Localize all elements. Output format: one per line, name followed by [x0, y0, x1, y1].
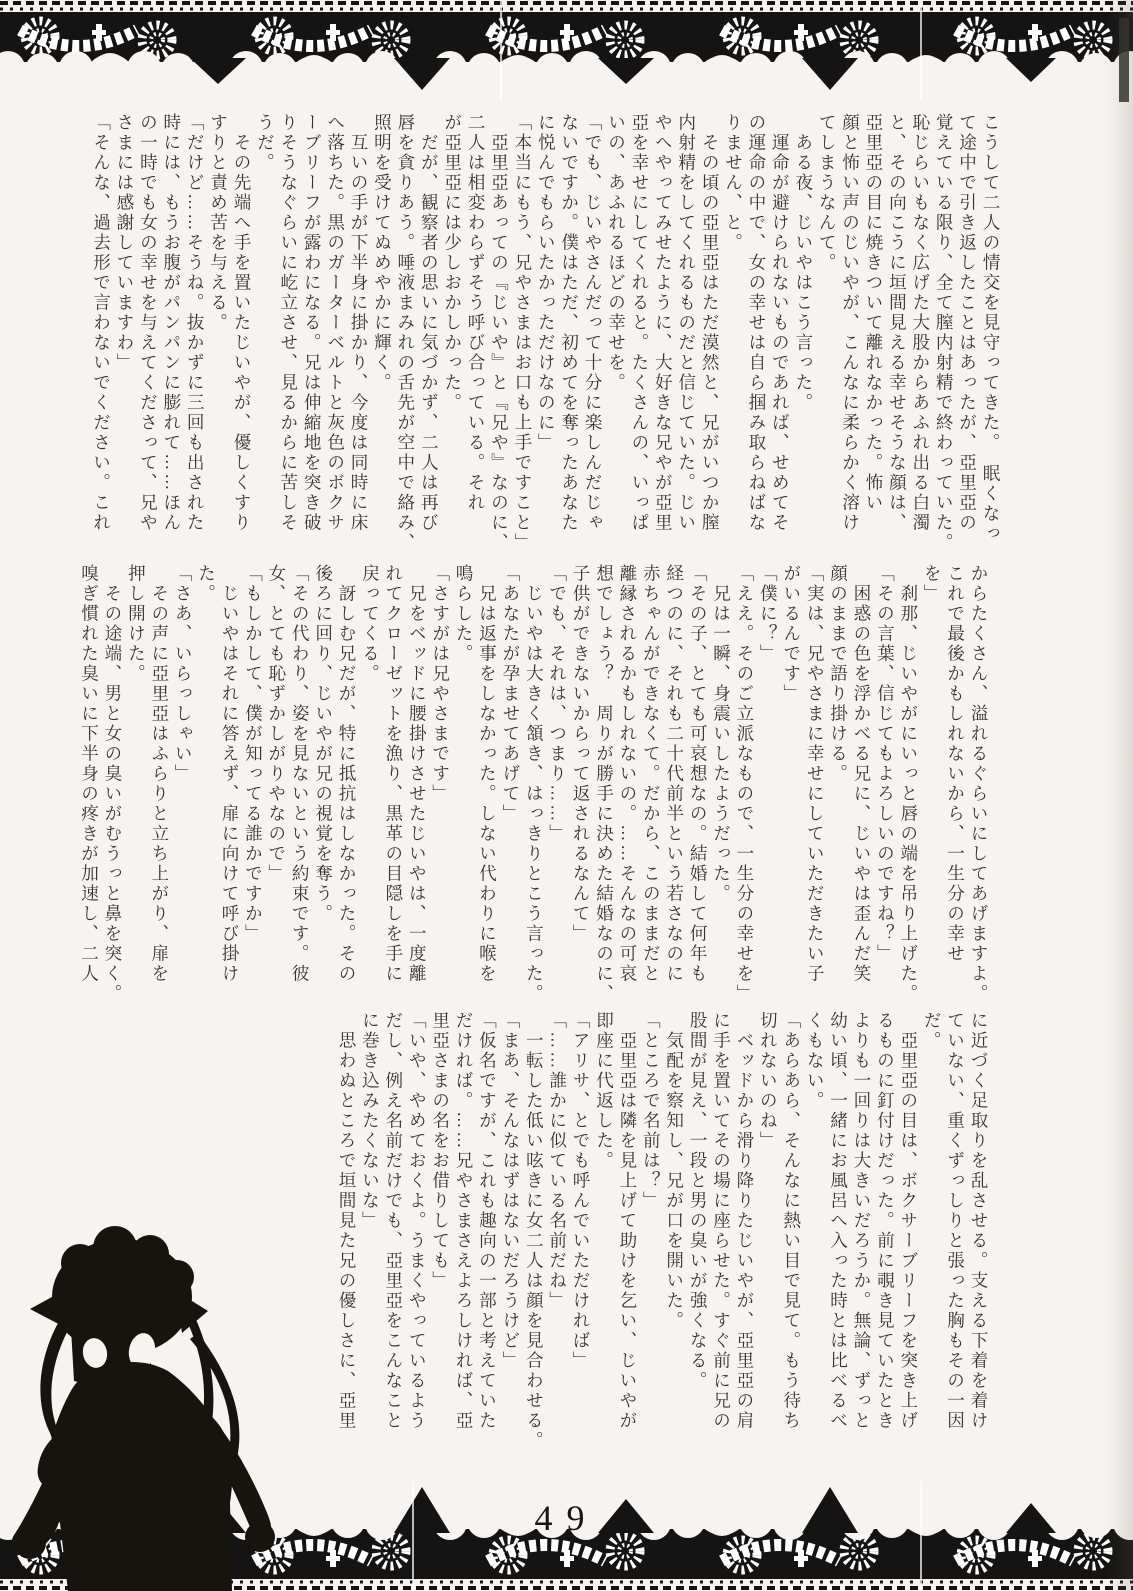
text-column: じいやはそれに答えず、扉に向けて呼び掛け — [220, 564, 240, 984]
text-column: 「でも、それは、つまり……」 — [547, 564, 568, 844]
text-column: その先端へ手を置いたじいやが、優しくすり — [232, 113, 252, 533]
text-column: 「仮名ですが、これも趣向の一部と考えていた — [477, 1011, 498, 1431]
text-column: 互いの手が下半身に掛かり、今度は同時に床 — [349, 113, 370, 533]
text-column: へ落ちた。黒のガーターベルトと灰色のボクサ — [325, 113, 346, 533]
scan-shading — [1107, 0, 1133, 1591]
text-column: 兄は返事をしなかった。しない代わりに喉を — [477, 564, 498, 984]
text-column: 「あらあら、そんなに熱い目で見て。もう待ち — [781, 1011, 802, 1431]
text-column: 経つのに、それも二十代前半という若さなのに — [664, 564, 685, 984]
text-column: 時には、もうお腹がパンパンに膨れて……ほん — [161, 113, 182, 533]
text-band-middle — [77, 564, 990, 1016]
text-band-bottom — [335, 1011, 990, 1463]
text-column: 気配を察知し、兄が口を開いた。 — [664, 1011, 685, 1331]
text-column: 後ろに回り、じいやが兄の視覚を奪う。 — [313, 564, 334, 924]
text-column: に手を置いてその場に座らせた。すぐ前に兄の — [711, 1011, 732, 1431]
text-column: 「ところで名前は？」 — [641, 1011, 662, 1211]
text-column: 「その代わり、姿を見ないという約束です。彼 — [290, 564, 311, 984]
text-column: よりも一回りは大きいだろうか。無論、ずっと — [851, 1011, 872, 1431]
text-column: 即座に代返した。 — [594, 1011, 615, 1171]
text-column: を」 — [922, 564, 943, 604]
text-column: 亞里亞は隣を見上げて助けを乞い、じいやが — [617, 1011, 638, 1431]
text-column: うだ。 — [255, 113, 276, 173]
text-column: 困惑の色を浮かべる兄に、じいやは歪んだ笑 — [851, 564, 872, 984]
text-column: 幼い頃、一緒にお風呂へ入った時とは比べるべ — [828, 1011, 849, 1431]
text-column: 股間が見え、一段と男の臭いが強くなる。 — [688, 1011, 709, 1391]
text-column: 兄は一瞬、身震いしたようだった。 — [711, 564, 732, 904]
text-column: 「アリサ、とでも呼んでいただければ」 — [571, 1011, 592, 1371]
text-column: ある夜、じいやはこう言った。 — [793, 113, 814, 413]
text-column: 「本当にもう、兄やさまはお口も上手ですこと」 — [512, 113, 533, 553]
text-column: 戻ってくる。 — [360, 564, 381, 684]
text-column: がいるんです」 — [781, 564, 802, 704]
text-column: じいやは大きく頷き、はっきりとこう言った。 — [524, 564, 545, 1004]
text-column: ーブリーフが露わになる。兄は伸縮地を突き破 — [302, 113, 323, 533]
text-column: 兄をベッドに腰掛けさせたじいやは、一度離 — [407, 564, 428, 984]
text-column: 亞里亞あっての『じいや』と『兄や』なのに、 — [489, 113, 510, 553]
text-column: 亞を幸せにしてくれると。たくさんの、いっぱ — [629, 113, 650, 533]
text-column: 亞里亞の目に焼きついて離れなかった。怖い — [863, 113, 884, 513]
text-column: 「さすがは兄やさまです」 — [430, 564, 451, 804]
text-column: に巻き込みたくないな」 — [360, 1011, 381, 1231]
text-column: 離縁されるかもしれないの。……そんなの可哀 — [617, 564, 638, 984]
text-column: りそうなぐらいに屹立させ、見るからに苦しそ — [278, 113, 299, 533]
text-column: と、その向こうに垣間見える幸せそうな顔は、 — [887, 113, 908, 533]
text-column: 内射精をしてくれるものだと信じていた。じい — [676, 113, 697, 533]
text-column: 覚えている限り、全て膣内射精で終わっていた。 — [934, 113, 955, 553]
text-column: 「ええ。そのご立派なもので、一生分の幸せを」 — [734, 564, 755, 1004]
text-column: こうして二人の情交を見守ってきた。 眠くなっ — [981, 113, 1001, 545]
text-column: 押し開けた。 — [126, 564, 147, 684]
text-column: 唇を貪りあう。唾液まみれの舌先が空中で絡み、 — [395, 113, 416, 553]
text-column: りません、と。 — [723, 113, 744, 253]
text-column: からたくさん、溢れるぐらいにしてあげますよ。 — [969, 564, 989, 1004]
text-column: れてクローゼットを漁り、黒革の目隠しを手に — [383, 564, 404, 984]
text-column: 二人は相変わらずそう呼び合っている。それ — [466, 113, 487, 513]
text-column: 「……誰かに似ている名前だね」 — [547, 1011, 568, 1311]
text-column: 「実は、兄やさまに幸せにしていただきたい子 — [805, 564, 826, 984]
text-column: 「でも、じいやさんだって十分に楽しんだじゃ — [583, 113, 604, 533]
lace-border-top — [0, 0, 1133, 115]
text-column: 顔と怖い声のじいやが、こんなに柔らかく溶け — [840, 113, 861, 533]
text-column: やへやってみせたように、大好きな兄やが亞里 — [653, 113, 674, 533]
text-column: ベッドから滑り降りたじいやが、亞里亞の肩 — [734, 1011, 755, 1431]
text-column: ないですか。僕はただ、初めてを奪ったあなた — [559, 113, 580, 533]
text-column: さまには感謝していますわ」 — [114, 113, 135, 373]
text-column: が亞里亞には少しおかしかった。 — [442, 113, 463, 413]
text-column: た。 — [196, 564, 217, 604]
text-column: るものに釘付けだった。前に覗き見ていたとき — [875, 1011, 896, 1431]
text-column: 思わぬところで垣間見た兄の優しさに、亞里 — [337, 1011, 358, 1431]
text-column: 「いや、やめておくよ。うまくやっているよう — [407, 1011, 428, 1431]
text-column: 訝しむ兄だが、特に抵抗はしなかった。その — [337, 564, 358, 984]
text-column: 「さあ、いらっしゃい」 — [173, 564, 194, 784]
text-column: 照明を受けてぬめやかに輝く。 — [372, 113, 393, 393]
lace-pattern — [0, 3, 1133, 112]
text-column: ていない、重くずっしりと張った胸もその一因 — [945, 1011, 966, 1431]
text-column: 恥じらいもなく広げた大股からあふれ出る白濁 — [910, 113, 931, 533]
text-column: 「まあ、そんなはずはないだろうけど」 — [500, 1011, 521, 1371]
text-column: の一時でも女の幸せを与えてくださって、兄や — [138, 113, 159, 533]
text-column: だければ。……兄やさまさえよろしければ、亞 — [454, 1011, 475, 1431]
scan-page-edge — [1119, 18, 1129, 102]
text-column: 「その子、とても可哀想なの。結婚して何年も — [688, 564, 709, 984]
text-column: 子供ができないからって返されるなんて」 — [571, 564, 592, 944]
text-column: いの、あふれるほどの幸せを。 — [606, 113, 627, 393]
text-band-top — [89, 113, 1002, 565]
text-column: 一転した低い呟きに女二人は顔を見合わせる。 — [524, 1011, 545, 1451]
text-column: に悦んでもらいたかっただけなのに」 — [536, 113, 557, 453]
text-column: だし、例え名前だけでも、亞里亞をこんなこと — [383, 1011, 404, 1431]
text-column: 切れないのね」 — [758, 1011, 779, 1151]
text-column: 運命が避けられないものであれば、せめてそ — [770, 113, 791, 533]
text-column: 「だけど……そうね。抜かずに三回も出された — [185, 113, 206, 533]
page-number: 49 — [534, 1498, 599, 1538]
text-column: に近づく足取りを乱させる。支える下着を着け — [969, 1011, 989, 1431]
text-column: 「あなたが孕ませてあげて」 — [500, 564, 521, 824]
text-column: だが、観察者の思いに気づかず、二人は再び — [419, 113, 440, 533]
text-column: 亞里亞の目は、ボクサーブリーフを突き上げ — [898, 1011, 919, 1431]
girl-silhouette — [0, 1191, 320, 1591]
text-column: すりと責め苦を与える。 — [208, 113, 229, 333]
text-column: 鳴らした。 — [454, 564, 475, 664]
text-column: その頃の亞里亞はただ漠然と、兄がいつか膣 — [700, 113, 721, 533]
text-column: 「そんな、過去形で言わないでください。これ — [91, 113, 112, 533]
text-column: 赤ちゃんができなくて。だから、このままだと — [641, 564, 662, 984]
text-column: の運命の中で、女の幸せは自ら掴み取らねばな — [746, 113, 767, 533]
text-column: 「その言葉、信じてもよろしいのですね？」 — [875, 564, 896, 964]
text-column: これで最後かもしれないから、一生分の幸せ — [945, 564, 966, 964]
text-column: 顔のままで語り掛ける。 — [828, 564, 849, 784]
text-column: その声に亞里亞はふらりと立ち上がり、扉を — [149, 564, 170, 984]
text-column: 刹那、じいやがにいっと唇の端を吊り上げた。 — [898, 564, 919, 1004]
text-column: その途端、男と女の臭いがむうっと鼻を突く。 — [102, 564, 123, 1004]
text-column: て途中で引き返したことはあったが、亞里亞の — [957, 113, 978, 533]
text-column: くもない。 — [805, 1011, 826, 1111]
text-column: 里亞さまの名をお借りしても」 — [430, 1011, 451, 1291]
text-column: てしまうなんて。 — [817, 113, 838, 273]
text-column: 「僕に？」 — [758, 564, 779, 664]
text-column: 想でしょう？ 周りが勝手に決めた結婚なのに、 — [594, 564, 615, 1004]
text-column: 女、とても恥ずかしがりやなので」 — [266, 564, 287, 884]
text-column: 「もしかして、僕が知ってる誰かですか」 — [243, 564, 264, 944]
text-column: 嗅ぎ慣れた臭いに下半身の疼きが加速し、二人 — [79, 564, 100, 984]
text-column: だ。 — [922, 1011, 943, 1051]
